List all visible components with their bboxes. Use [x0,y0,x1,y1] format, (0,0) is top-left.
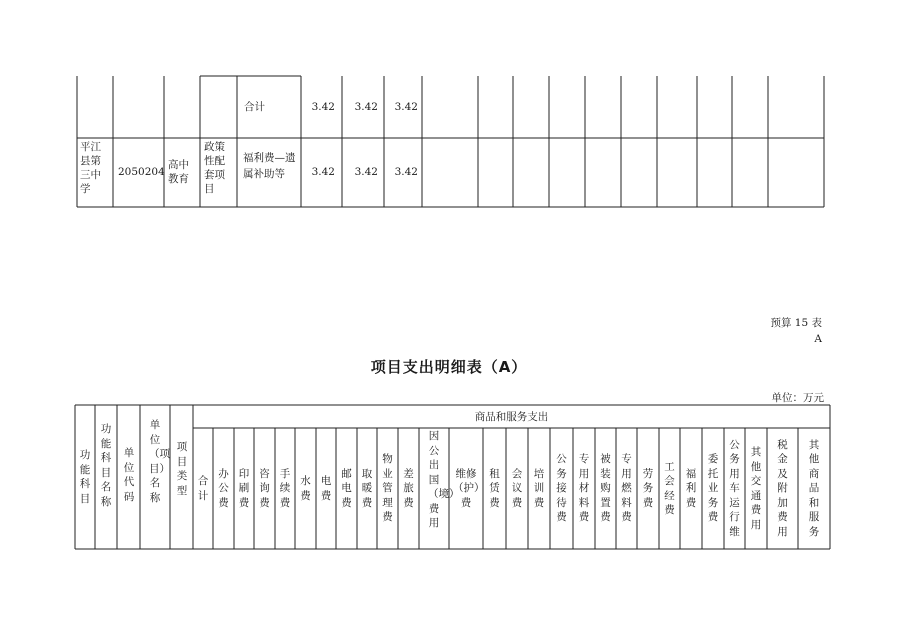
total-row-value-3: 3.42 [394,101,418,113]
sub-header-6: 水费 [300,475,311,502]
sub-header-12: 因公出国（境）费用 [428,430,460,529]
sub-header-16: 培训费 [533,467,545,509]
item-cell: 福利费—遗属补助等 [243,152,296,180]
project-type-cell: 政策性配套项目 [204,141,225,195]
header-function-subject: 功能科目 [79,449,91,505]
sub-header-17: 公务接待费 [556,453,567,524]
subject-cell: 高中教育 [168,159,189,185]
sub-header-28: 其他商品和服务 [808,438,820,538]
unit-name-cell: 平江县第三中学 [80,141,101,195]
sub-header-21: 劳务费 [642,467,654,509]
sub-header-15: 会议费 [511,467,523,509]
sub-header-18: 专用材料费 [578,453,590,524]
page-label: 预算 15 表 [770,317,822,329]
sub-header-10: 物业管理费 [382,453,393,524]
sub-header-19: 被装购置费 [600,453,611,524]
page-title: 项目支出明细表（A） [370,358,528,376]
header-unit-project-name: 单位（项目）名称 [149,419,170,504]
total-row-value-1: 3.42 [311,101,335,113]
sub-header-13: 维修（护）费 [453,467,485,509]
sub-header-9: 取暖费 [361,467,373,509]
header-unit-code: 单位代码 [123,447,135,503]
sub-header-20: 专用燃料费 [621,453,632,524]
sub-header-26: 其他交通费用 [750,446,762,531]
sub-header-2: 办公费 [218,467,229,509]
sub-header-23: 福利费 [685,467,697,509]
sub-header-5: 手续费 [279,467,291,509]
total-row-label: 合计 [244,101,265,113]
header-function-subject-name: 功能科目名称 [100,423,112,508]
detail-row-value-3: 3.42 [394,166,418,178]
sub-header-25: 公务用车运行维 [729,438,740,538]
total-row-value-2: 3.42 [354,101,378,113]
page-label-suffix: A [814,333,822,345]
detail-row-value-1: 3.42 [311,166,335,178]
sub-header-27: 税金及附加费用 [777,438,788,538]
unit-label: 单位：万元 [771,392,824,404]
unit-code-cell: 2050204 [118,166,165,178]
sub-header-24: 委托业务费 [707,453,719,524]
detail-row-value-2: 3.42 [354,166,378,178]
sub-header-22: 工会经费 [664,460,675,516]
sub-header-7: 电费 [320,475,332,502]
header-goods-services: 商品和服务支出 [474,411,549,423]
sub-header-14: 租赁费 [489,467,500,509]
upper-table-lines [77,76,824,207]
sub-header-3: 印刷费 [238,467,250,509]
sub-header-1: 合计 [197,475,209,502]
sub-header-4: 咨询费 [259,467,270,509]
header-project-type: 项目类型 [176,441,188,497]
sub-header-8: 邮电费 [341,467,352,509]
sub-header-11: 差旅费 [403,467,414,509]
